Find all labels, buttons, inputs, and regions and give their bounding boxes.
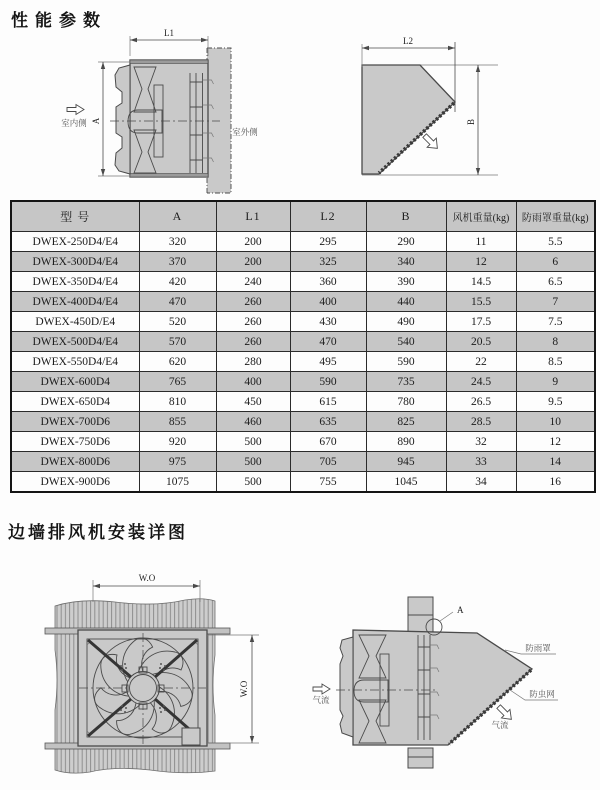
column-header: L2 — [290, 201, 366, 232]
value-cell: 20.5 — [446, 332, 516, 352]
value-cell: 12 — [446, 252, 516, 272]
dimension-l2 — [362, 36, 455, 67]
model-cell: DWEX-800D6 — [11, 452, 139, 472]
value-cell: 260 — [216, 292, 290, 312]
value-cell: 400 — [216, 372, 290, 392]
column-header: B — [366, 201, 446, 232]
value-cell: 1045 — [366, 472, 446, 493]
value-cell: 420 — [139, 272, 216, 292]
airflow-in-group — [312, 684, 330, 705]
value-cell: 540 — [366, 332, 446, 352]
value-cell: 9.5 — [516, 392, 595, 412]
table-row — [11, 412, 595, 432]
value-cell: 735 — [366, 372, 446, 392]
value-cell: 8 — [516, 332, 595, 352]
value-cell: 17.5 — [446, 312, 516, 332]
indoor-side-group — [61, 105, 87, 129]
value-cell: 1075 — [139, 472, 216, 493]
dim-label-wo-top: W.O — [138, 573, 156, 583]
value-cell: 590 — [290, 372, 366, 392]
dim-label-wo-right: W.O — [239, 680, 249, 698]
value-cell: 670 — [290, 432, 366, 452]
value-cell: 7.5 — [516, 312, 595, 332]
value-cell: 390 — [366, 272, 446, 292]
table-row — [11, 272, 595, 292]
table-row — [11, 332, 595, 352]
section-title-performance-parameters: 性能参数 — [11, 11, 107, 30]
value-cell: 705 — [290, 452, 366, 472]
value-cell: 780 — [366, 392, 446, 412]
table-row — [11, 392, 595, 412]
value-cell: 24.5 — [446, 372, 516, 392]
model-cell: DWEX-550D4/E4 — [11, 352, 139, 372]
inlet-bell — [340, 637, 353, 737]
table-row — [11, 352, 595, 372]
table-header-row — [11, 201, 595, 232]
value-cell: 470 — [139, 292, 216, 312]
table-row — [11, 472, 595, 493]
value-cell: 810 — [139, 392, 216, 412]
value-cell: 920 — [139, 432, 216, 452]
table-row — [11, 452, 595, 472]
value-cell: 26.5 — [446, 392, 516, 412]
wall-section — [207, 48, 231, 193]
column-header: 型 号 — [11, 201, 139, 232]
rain-cover-body — [362, 65, 455, 174]
value-cell: 855 — [139, 412, 216, 432]
installation-front-view-diagram — [35, 560, 270, 785]
fan-housing — [115, 60, 208, 177]
airflow-arrow-icon — [420, 131, 442, 153]
dim-label-a: A — [91, 117, 101, 125]
value-cell: 290 — [366, 232, 446, 252]
value-cell: 590 — [366, 352, 446, 372]
value-cell: 945 — [366, 452, 446, 472]
fan-side-view-diagram — [50, 25, 260, 197]
value-cell: 765 — [139, 372, 216, 392]
value-cell: 325 — [290, 252, 366, 272]
airflow-out-label: 气流 — [491, 720, 509, 730]
insect-screen-callout — [510, 689, 558, 700]
value-cell: 470 — [290, 332, 366, 352]
value-cell: 520 — [139, 312, 216, 332]
value-cell: 570 — [139, 332, 216, 352]
model-cell: DWEX-650D4 — [11, 392, 139, 412]
dim-label-b: B — [466, 118, 476, 126]
table-row — [11, 252, 595, 272]
column-header: A — [139, 201, 216, 232]
value-cell: 500 — [216, 452, 290, 472]
value-cell: 975 — [139, 452, 216, 472]
value-cell: 10 — [516, 412, 595, 432]
value-cell: 890 — [366, 432, 446, 452]
value-cell: 11 — [446, 232, 516, 252]
section-title-installation-detail: 边墙排风机安装详图 — [8, 523, 188, 542]
model-cell: DWEX-250D4/E4 — [11, 232, 139, 252]
value-cell: 500 — [216, 432, 290, 452]
model-cell: DWEX-750D6 — [11, 432, 139, 452]
value-cell: 28.5 — [446, 412, 516, 432]
value-cell: 16 — [516, 472, 595, 493]
value-cell: 6 — [516, 252, 595, 272]
value-cell: 7 — [516, 292, 595, 312]
value-cell: 5.5 — [516, 232, 595, 252]
model-cell: DWEX-450D/E4 — [11, 312, 139, 332]
table-row — [11, 292, 595, 312]
model-cell: DWEX-350D4/E4 — [11, 272, 139, 292]
value-cell: 260 — [216, 332, 290, 352]
rain-cover-label: 防雨罩 — [525, 643, 551, 653]
installation-side-view-diagram — [300, 582, 580, 777]
value-cell: 320 — [139, 232, 216, 252]
indoor-side-label: 室内侧 — [61, 118, 87, 128]
value-cell: 14.5 — [446, 272, 516, 292]
model-cell: DWEX-300D4/E4 — [11, 252, 139, 272]
value-cell: 825 — [366, 412, 446, 432]
value-cell: 33 — [446, 452, 516, 472]
value-cell: 200 — [216, 232, 290, 252]
table-row — [11, 372, 595, 392]
model-cell: DWEX-600D4 — [11, 372, 139, 392]
dimension-b — [466, 65, 480, 175]
value-cell: 260 — [216, 312, 290, 332]
value-cell: 9 — [516, 372, 595, 392]
airflow-arrow-icon — [313, 684, 330, 694]
airflow-arrow-icon — [67, 105, 84, 115]
value-cell: 14 — [516, 452, 595, 472]
dim-label-l2: L2 — [403, 36, 413, 46]
model-cell: DWEX-400D4/E4 — [11, 292, 139, 312]
model-cell: DWEX-900D6 — [11, 472, 139, 493]
value-cell: 615 — [290, 392, 366, 412]
value-cell: 200 — [216, 252, 290, 272]
value-cell: 460 — [216, 412, 290, 432]
dimension-wo-top — [93, 573, 200, 602]
value-cell: 12 — [516, 432, 595, 452]
value-cell: 295 — [290, 232, 366, 252]
value-cell: 240 — [216, 272, 290, 292]
value-cell: 430 — [290, 312, 366, 332]
value-cell: 360 — [290, 272, 366, 292]
value-cell: 280 — [216, 352, 290, 372]
dimension-l1 — [130, 28, 208, 56]
value-cell: 495 — [290, 352, 366, 372]
airflow-out-group — [491, 702, 515, 730]
value-cell: 620 — [139, 352, 216, 372]
outdoor-side-label: 室外侧 — [232, 127, 258, 137]
airflow-in-label: 气流 — [312, 695, 330, 705]
value-cell: 440 — [366, 292, 446, 312]
model-cell: DWEX-500D4/E4 — [11, 332, 139, 352]
value-cell: 32 — [446, 432, 516, 452]
model-cell: DWEX-700D6 — [11, 412, 139, 432]
value-cell: 34 — [446, 472, 516, 493]
column-header: 防雨罩重量(kg) — [516, 201, 595, 232]
dim-label-l1: L1 — [164, 28, 174, 38]
value-cell: 490 — [366, 312, 446, 332]
detail-label-a: A — [457, 605, 464, 615]
insect-screen-label: 防虫网 — [529, 689, 555, 699]
rain-cover-callout — [505, 643, 556, 654]
value-cell: 500 — [216, 472, 290, 493]
value-cell: 15.5 — [446, 292, 516, 312]
performance-spec-table — [10, 200, 596, 493]
table-row — [11, 312, 595, 332]
table-row — [11, 432, 595, 452]
value-cell: 450 — [216, 392, 290, 412]
column-header: 风机重量(kg) — [446, 201, 516, 232]
value-cell: 8.5 — [516, 352, 595, 372]
rain-cover-diagram — [335, 22, 535, 197]
value-cell: 635 — [290, 412, 366, 432]
junction-box — [182, 728, 200, 745]
value-cell: 400 — [290, 292, 366, 312]
value-cell: 340 — [366, 252, 446, 272]
value-cell: 22 — [446, 352, 516, 372]
value-cell: 370 — [139, 252, 216, 272]
value-cell: 755 — [290, 472, 366, 493]
table-row — [11, 232, 595, 252]
value-cell: 6.5 — [516, 272, 595, 292]
column-header: L1 — [216, 201, 290, 232]
